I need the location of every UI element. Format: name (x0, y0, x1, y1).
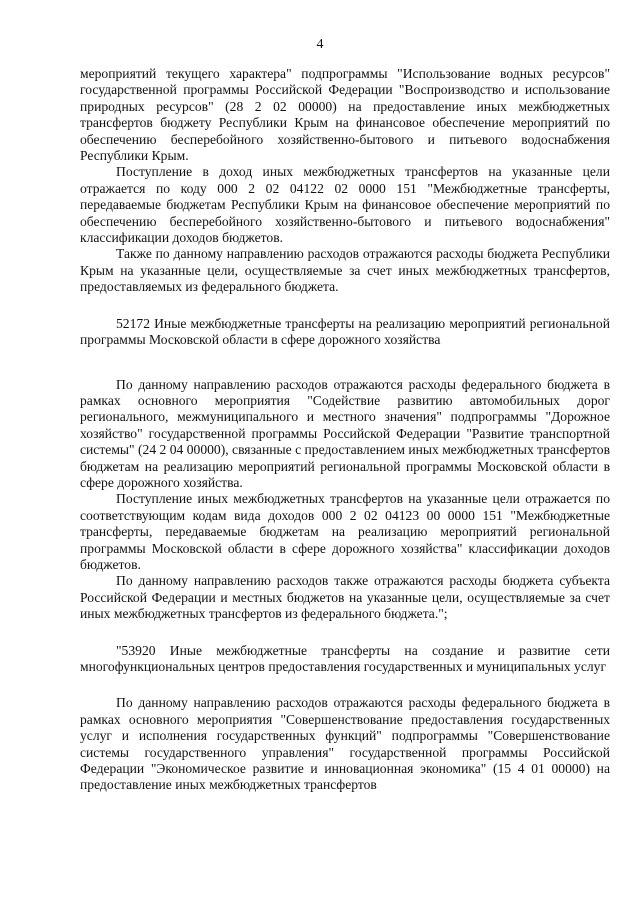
paragraph-4: По данному направлению расходов отражаются расходы федерального бюджета в рамках основного мероприятия "Содействие развитию автомобильных дорог регионального, межмуниципального и местного значения" подпрограммы "Дорожное хозяйство" государственной программы Российской Федерации "Развитие транспортной системы" (24 2 04 00000), связанные с предоставлением иных межбюджетных трансфертов бюджетам на реализацию мероприятий региональной программы Московской области в сфере дорожного хозяйства. (80, 376, 610, 490)
section-heading-53920: "53920 Иные межбюджетные трансферты на создание и развитие сети многофункциональных центров предоставления государственных и муниципальных услуг (80, 642, 610, 674)
paragraph-1: мероприятий текущего характера" подпрограммы "Использование водных ресурсов" государственной программы Российской Федерации "Воспроизводство и использование природных ресурсов" (28 2 02 00000) на предоставление иных межбюджетных трансфертов бюджету Республики Крым на финансовое обеспечение мероприятий по обеспечению бесперебойного хозяйственно-бытового и питьевого водоснабжения Республики Крым. (80, 66, 610, 164)
document-body (80, 66, 610, 794)
paragraph-7: По данному направлению расходов отражаются расходы федерального бюджета в рамках основного мероприятия "Совершенствование предоставления государственных услуг и исполнения государственных функций" подпрограммы "Совершенствование системы государственного управления" государственной программы Российской Федерации "Экономическое развитие и инновационная экономика" (15 4 01 00000) на предоставление иных межбюджетных трансфертов (80, 695, 610, 793)
paragraph-3: Также по данному направлению расходов отражаются расходы бюджета Республики Крым на указанные цели, осуществляемые за счет иных межбюджетных трансфертов, предоставляемых из федерального бюджета. (80, 246, 610, 295)
page-number: 4 (316, 37, 324, 52)
paragraph-5: Поступление иных межбюджетных трансфертов на указанные цели отражается по соответствующим кодам вида доходов 000 2 02 04123 00 0000 151 "Межбюджетные трансферты, передаваемые бюджетам на реализацию мероприятий региональной программы Московской области в сфере дорожного хозяйства" классификации доходов бюджетов. (80, 491, 610, 572)
paragraph-2: Поступление в доход иных межбюджетных трансфертов на указанные цели отражается по коду 000 2 02 04122 02 0000 151 "Межбюджетные трансферты, передаваемые бюджетам Республики Крым на финансовое обеспечение мероприятий по обеспечению бесперебойного хозяйственно-бытового и питьевого водоснабжения" классификации доходов бюджетов. (80, 164, 610, 246)
paragraph-6: По данному направлению расходов также отражаются расходы бюджета субъекта Российской Федерации и местных бюджетов на указанные цели, осуществляемые за счет иных межбюджетных трансфертов из федерального бюджета."; (80, 573, 610, 622)
section-heading-52172: 52172 Иные межбюджетные трансферты на реализацию мероприятий региональной программы Московской области в сфере дорожного хозяйства (80, 315, 610, 348)
